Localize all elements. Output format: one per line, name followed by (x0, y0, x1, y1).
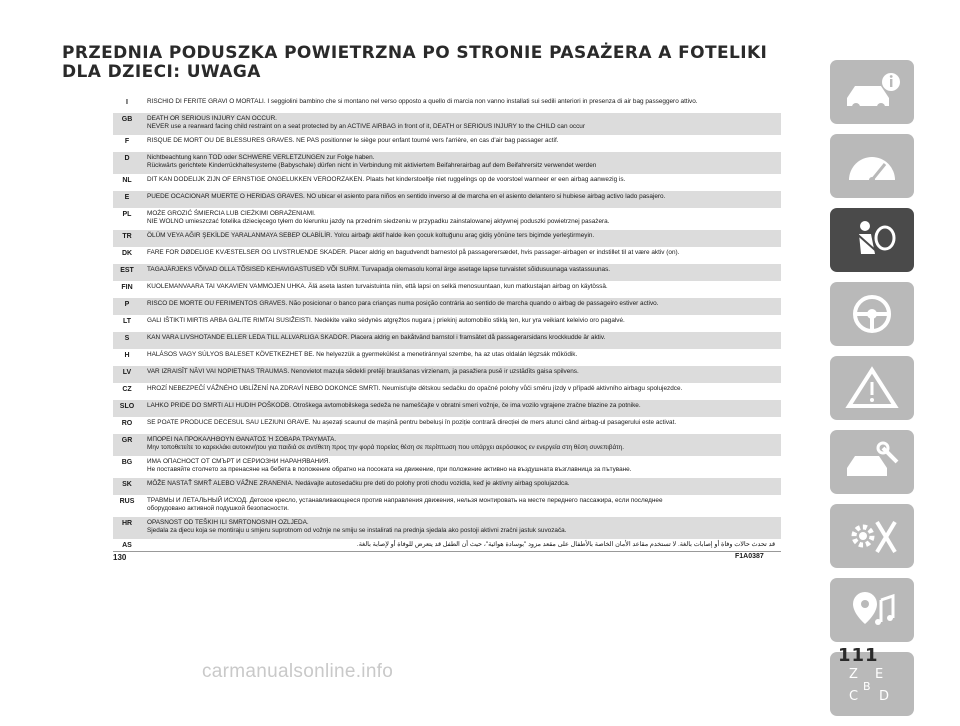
dashboard-gauge-icon (841, 142, 903, 190)
warning-text-line: Не поставяйте столчето за пренасяне на бебета в положение обратно на посоката на движение, при положение активно на въздушната възглавница за пътуване. (147, 466, 632, 473)
steering-wheel-icon (841, 290, 903, 338)
language-code: NL (122, 177, 132, 184)
warning-text-line: RISCO DE MORTE OU FERIMENTOS GRAVES. Não posicionar o banco para crianças numa posição contrária ao sentido de marcha quando o airbag de passageiro estiver activo. (147, 300, 659, 307)
warning-row-i (113, 96, 781, 113)
warning-text-line: Nichtbeachtung kann TOD oder SCHWERE VERLETZUNGEN zur Folge haben. (147, 154, 375, 161)
warning-text-line: Sjedala za djecu koja se montiraju u smjeru suprotnom od vožnje ne smiju se instalirati na prednja sjedala ako postoji aktivni zračni jastuk suvozača. (147, 527, 567, 534)
warning-text-line: HALÁSOS VAGY SÚLYOS BALESET KÖVETKEZHET BE. Ne helyezzük a gyermekülést a menetiránnyal szembe, ha az utas oldalán légzsák működik. (147, 351, 578, 358)
svg-text:D: D (879, 689, 890, 704)
car-info-icon (841, 68, 903, 116)
media-navigation-icon (841, 586, 903, 634)
warning-text-line: Μην τοποθετείτε το καρεκλάκι αυτοκινήτου για παιδιά σε αντίθετη προς την φορά πορείας θέση σε περίπτωση που υπάρχει αερόσακος εν ενεργεία στη θέση συνεπιβάτη. (147, 444, 625, 451)
tools-gear-icon (841, 512, 903, 560)
warning-row-as (113, 539, 781, 556)
warning-row-ro (113, 417, 781, 434)
language-code: RO (121, 420, 133, 427)
warning-text-line: DIT KAN DODELIJK ZIJN OF ERNSTIGE ONGELUKKEN VEROORZAKEN. Plaats het kinderstoeltje niet ruggelings op de voorstoel wanneer er een airbag aanwezig is. (147, 176, 626, 183)
svg-text:C: C (849, 689, 859, 704)
section-tab-warning-triangle[interactable] (830, 356, 914, 420)
language-code: FIN (121, 284, 133, 291)
warning-text (141, 539, 781, 551)
warning-text-line: HROZÍ NEBEZPEČÍ VÁŽNÉHO UBLÍŽENÍ NA ZDRAVÍ NEBO DOKONCE SMRTI. Neumisťujte dětskou sedačku do opačné polohy vůči směru jízdy v případě aktivního airbagu spolujezdce. (147, 385, 683, 392)
warning-text-line: TAGAJÄRJEKS VÕIVAD OLLA TÕSISED KEHAVIGASTUSED VÕI SURM. Turvapadja olemasolu korral ärge asetage lapse turvaistet sõidusuunaga vastassuunas. (147, 266, 611, 273)
warning-text-line: OPASNOST OD TEŠKIH ILI SMRTONOSNIH OZLJEDA. (147, 519, 309, 526)
warning-row-s (113, 332, 781, 349)
warning-text (141, 298, 781, 310)
warning-row-pl (113, 208, 781, 230)
language-code: CZ (122, 386, 132, 393)
warning-row-e (113, 191, 781, 208)
language-code: E (124, 194, 130, 201)
warning-row-dk (113, 247, 781, 264)
language-code: RUS (119, 498, 135, 505)
svg-text:Z: Z (849, 667, 858, 682)
warning-text (141, 517, 781, 537)
language-code: DK (121, 250, 133, 257)
warning-row-gb (113, 113, 781, 135)
warning-text-line: ΜΠΟΡΕΙ ΝΑ ΠΡΟΚΑΛΗΘΟΥΝ ΘΑΝΑΤΟΣ Ή ΣΟΒΑΡΑ ΤΡΑΥΜΑΤΑ. (147, 436, 337, 443)
language-code: H (124, 352, 130, 359)
warning-text (141, 315, 781, 327)
warnings-table (113, 96, 781, 556)
warning-text (141, 456, 781, 476)
warning-text (141, 135, 781, 147)
car-wrench-icon (841, 438, 903, 486)
warning-text (141, 495, 781, 515)
figure-page-label: 130 (113, 553, 127, 562)
warning-text-line: DEATH OR SERIOUS INJURY CAN OCCUR. (147, 115, 277, 122)
warning-row-fin (113, 281, 781, 298)
page-number: 111 (838, 645, 879, 666)
language-code: F (124, 138, 130, 145)
watermark: carmanualsonline.info (202, 661, 394, 682)
warning-text (141, 349, 781, 361)
section-tab-car-info[interactable] (830, 60, 914, 124)
warning-row-d (113, 152, 781, 174)
warning-text-line: LAHKO PRIDE DO SMRTI ALI HUDIH POŠKODB. Otroškega avtomobilskega sedeža ne nameščajte v obratni smeri vožnje, če ima vozilo vgrajene zračne blazine za potnike. (147, 402, 641, 409)
language-code: BG (121, 459, 133, 466)
warning-row-rus (113, 495, 781, 517)
warning-row-slo (113, 400, 781, 417)
section-tab-car-wrench[interactable] (830, 430, 914, 494)
warning-text-line: оборудовано активной подушкой безопасности. (147, 505, 289, 512)
warning-text-line: ТРАВМЫ И ЛЕТАЛЬНЫЙ ИСХОД. Детское кресло, устанавливающееся против направления движения, нельзя монтировать на месте переднего пассажира, если последнее (147, 497, 663, 504)
warning-text (141, 230, 781, 242)
language-code: SLO (119, 403, 135, 410)
warning-text-line: ИМА ОПАСНОСТ ОТ СМЪРТ И СЕРИОЗНИ НАРАНЯВАНИЯ. (147, 458, 331, 465)
warning-row-lv (113, 366, 781, 383)
warning-text (141, 152, 781, 172)
language-code: PL (122, 211, 132, 218)
warning-text-line: SE POATE PRODUCE DECESUL SAU LEZIUNI GRAVE. Nu așezați scaunul de mașină pentru bebeluși în poziție contrară direcției de mers atunci când airbag-ul pasagerului este activat. (147, 419, 677, 426)
warning-text (141, 264, 781, 276)
svg-text:E: E (875, 667, 884, 682)
warning-row-gr (113, 434, 781, 456)
warning-row-f (113, 135, 781, 152)
warning-text (141, 434, 781, 454)
language-code: LT (122, 318, 132, 325)
warning-text (141, 400, 781, 412)
warning-row-h (113, 349, 781, 366)
warning-text-line: KAN VARA LIVSHOTANDE ELLER LEDA TILL ALLVARLIGA SKADOR. Placera aldrig en bakåtvänd barnstol i framsätet då passagerarsidans krockkudde är aktiv. (147, 334, 606, 341)
language-code: HR (121, 520, 133, 527)
warning-text (141, 113, 781, 133)
alphabet-index-icon (841, 660, 903, 708)
page-title: PRZEDNIA PODUSZKA POWIETRZNA PO STRONIE PASAŻERA A FOTELIKI DLA DZIECI: UWAGA (62, 43, 768, 82)
language-code: GB (121, 116, 133, 123)
language-code: SK (122, 481, 132, 488)
warning-text (141, 96, 781, 108)
svg-text:B: B (863, 680, 871, 693)
language-code: D (124, 155, 130, 162)
warning-text (141, 247, 781, 259)
section-tab-media-navigation[interactable] (830, 578, 914, 642)
warning-row-tr (113, 230, 781, 247)
warning-row-est (113, 264, 781, 281)
warning-text (141, 174, 781, 186)
warning-text-line: MOŻE GROZIĆ ŚMIERCIA LUB CIEŻKIMI OBRAŻENIAMI. (147, 210, 316, 217)
figure-id: F1A0387 (735, 553, 764, 560)
language-code: GR (121, 437, 133, 444)
warning-row-lt (113, 315, 781, 332)
airbag-seatbelt-icon (841, 216, 903, 264)
section-tab-tools-gear[interactable] (830, 504, 914, 568)
warning-text-line: NEVER use a rearward facing child restraint on a seat protected by an ACTIVE AIRBAG in front of it, DEATH or SERIOUS INJURY to the CHILD can occur (147, 123, 585, 130)
warning-text (141, 332, 781, 344)
warning-text-line: RISCHIO DI FERITE GRAVI O MORTALI. I seggiolini bambino che si montano nel verso opposto a quello di marcia non vanno installati sui sedili anteriori in presenza di air bag passeggero attivo. (147, 98, 698, 105)
warning-text-line: GALI IŠTIKTI MIRTIS ARBA GALITE RIMTAI SUSIŽEISTI. Nedėkite vaiko sėdynės atgręžtos nugara į priekinį automobilio stiklą ten, kur yra veikiant keleivio oro pagalvė. (147, 317, 625, 324)
section-tab-steering-wheel[interactable] (830, 282, 914, 346)
language-code: TR (122, 233, 132, 240)
warning-text-line: ÖLÜM VEYA AĞIR ŞEKİLDE YARALANMAYA SEBEP OLABİLİR. Yolcu airbağı aktif halde iken çocuk koltuğunu araç gidiş yönüne ters biçimde yerleştirmeyin. (147, 232, 595, 239)
warning-text-line: قد تحدث حالات وفاة أو إصابات بالغة. لا تستخدم مقاعد الأمان الخاصة بالأطفال على مقعد مزود "بوسادة هوائية"، حيث أن الطفل قد يتعرض للوفاة أو لإصابة بالغة. (356, 541, 775, 548)
warning-text (141, 208, 781, 228)
warning-text-line: PUEDE OCACIONAR MUERTE O HERIDAS GRAVES. NO ubicar el asiento para niños en sentido inverso al de marcha en el asiento delantero si hubiese airbag activo lado pasajero. (147, 193, 666, 200)
section-tabs (830, 60, 922, 726)
warning-text (141, 366, 781, 378)
warning-text (141, 383, 781, 395)
language-code: S (124, 335, 130, 342)
warning-row-hr (113, 517, 781, 539)
warning-text-line: FARE FOR DØDELIGE KVÆSTELSER OG LIVSTRUENDE SKADER. Placer aldrig en bagudvendt barnestol på passagerersædet, hvis passager-airbagen er indstillet til at være aktiv (on). (147, 249, 680, 256)
warning-text-line: KUOLEMANVAARA TAI VAKAVIEN VAMMOJEN UHKA. Älä aseta lasten turvaistuinta niin, että lapsi on selkä menosuuntaan, kun matkustajan airbag on käytössä. (147, 283, 608, 290)
warning-text-line: VAR IZRAISĪT NĀVI VAI NOPIETNAS TRAUMAS. Nenovietot mazuļa sēdekli pretēji braukšanas virzienam, ja pasažiera pusē ir uzstādīts gaisa spilvens. (147, 368, 579, 375)
warning-text-line: NIE WOLNO umieszczać fotelika dziecięcego tyłem do kierunku jazdy na przednim siedzeniu w przypadku zainstalowanej aktywnej poduszki powietrznej pasażera. (147, 218, 610, 225)
figure-rule (113, 551, 781, 552)
warning-row-cz (113, 383, 781, 400)
language-code: I (126, 99, 128, 106)
language-code: P (124, 301, 130, 308)
warning-text-line: RISQUE DE MORT OU DE BLESSURES GRAVES. NE PAS positionner le siège pour enfant tourné vers l'arrière, en cas d'air bag passager actif. (147, 137, 559, 144)
warning-text (141, 281, 781, 293)
warning-text-line: Rückwärts gerichtete Kinderrückhaltesysteme (Babyschale) dürfen nicht in Verbindung mit aktiviertem Beifahrerairbag auf dem Beifahrersitz verwendet werden (147, 162, 597, 169)
section-tab-airbag-seatbelt[interactable] (830, 208, 914, 272)
warning-row-nl (113, 174, 781, 191)
warning-text (141, 417, 781, 429)
warning-text (141, 191, 781, 203)
section-tab-dashboard-gauge[interactable] (830, 134, 914, 198)
warning-row-p (113, 298, 781, 315)
warning-text-line: MÔŽE NASTAŤ SMRŤ ALEBO VÁŽNE ZRANENIA. Nedávajte autosedačku pre deti do polohy proti chodu vozidla, keď je aktívny airbag spolujazdca. (147, 480, 570, 487)
warning-row-bg (113, 456, 781, 478)
warning-triangle-icon (841, 364, 903, 412)
warning-text (141, 478, 781, 490)
language-code: EST (120, 267, 134, 274)
language-code: LV (122, 369, 132, 376)
warning-row-sk (113, 478, 781, 495)
language-code: AS (122, 542, 132, 549)
